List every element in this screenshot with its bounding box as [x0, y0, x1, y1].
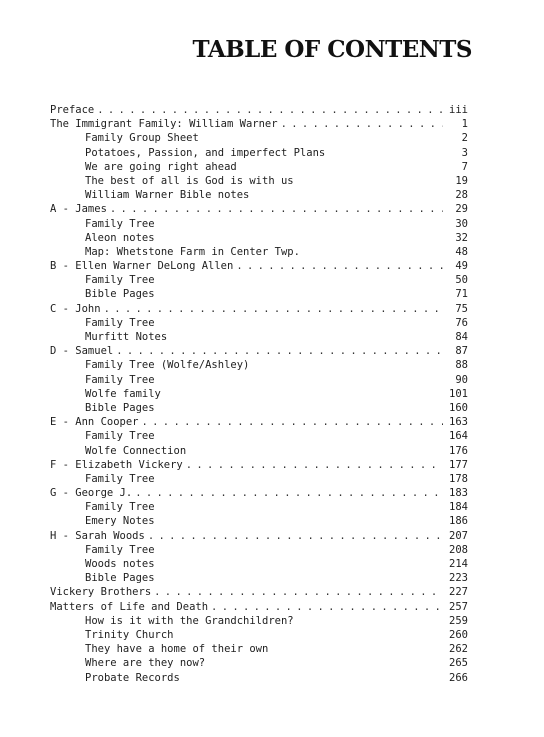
toc-page-number: 160: [449, 401, 468, 414]
toc-page-number: 214: [449, 558, 468, 570]
toc-entry-label: F - Elizabeth Vickery: [50, 458, 183, 471]
toc-subentry: [50, 174, 468, 188]
toc-entry-label: Family Tree: [85, 472, 155, 485]
toc-page-number: 183: [449, 487, 468, 500]
dot-leader: [97, 103, 443, 117]
toc-entry: [50, 202, 468, 216]
toc-entry-label: Preface: [50, 104, 95, 116]
toc-subentry: [50, 671, 468, 685]
toc-entry-label: Murfitt Notes: [85, 331, 168, 343]
toc-subentry: [50, 146, 468, 160]
toc-page-number: 260: [449, 628, 468, 641]
dot-leader: [148, 529, 443, 543]
dot-leader: [154, 585, 443, 599]
toc-page-number: 84: [455, 331, 468, 343]
toc-page-number: 257: [449, 600, 468, 613]
toc-subentry: [50, 131, 468, 145]
toc-page-number: 262: [449, 643, 468, 656]
toc-page-number: 2: [461, 132, 468, 145]
toc-subentry: [50, 160, 468, 174]
toc-page-number: 265: [449, 657, 468, 670]
toc-entry-label: They have a home of their own: [85, 643, 269, 656]
dot-leader: [281, 117, 443, 131]
toc-subentry: [50, 500, 468, 514]
toc-page-number: 184: [449, 501, 468, 514]
toc-entry-label: Matters of Life and Death: [50, 600, 209, 613]
toc-page-number: 50: [455, 274, 468, 287]
toc-entry-label: Family Tree: [85, 430, 155, 443]
toc-page-number: 3: [461, 146, 468, 159]
toc-page-number: 266: [449, 671, 468, 684]
dot-leader: [110, 202, 443, 216]
toc-page-number: 29: [455, 203, 468, 216]
toc-page-number: 164: [449, 430, 468, 443]
toc-entry-label: Family Tree: [85, 316, 155, 329]
toc-subentry: [50, 217, 468, 231]
toc-page-number: 30: [455, 217, 468, 230]
toc-page-number: 177: [449, 458, 468, 471]
toc-page-number: 101: [449, 387, 468, 400]
toc-entry-label: H - Sarah Woods: [50, 529, 145, 542]
toc-entry-label: Vickery Brothers: [50, 586, 152, 599]
toc-entry-label: A - James: [50, 203, 107, 216]
toc-subentry: [50, 231, 468, 245]
toc-subentry: [50, 514, 468, 528]
toc-page-number: 208: [449, 543, 468, 556]
toc-page-number: 90: [455, 373, 468, 386]
toc-page-number: 75: [455, 302, 468, 315]
toc-page-number: 88: [455, 359, 468, 372]
toc-entry-label: C - John: [50, 302, 101, 315]
toc-entry-label: Bible Pages: [85, 401, 155, 414]
toc-entry: [50, 344, 468, 358]
toc-subentry: [50, 316, 468, 330]
toc-subentry: [50, 358, 468, 372]
toc-entry-label: Potatoes, Passion, and imperfect Plans: [85, 146, 326, 159]
toc-page-number: 1: [461, 118, 468, 131]
toc-subentry: [50, 373, 468, 387]
toc-entry: [50, 259, 468, 273]
toc-subentry: [50, 444, 468, 458]
toc-entry-label: Trinity Church: [85, 628, 174, 641]
toc-page-number: 32: [455, 231, 468, 244]
toc-page-number: 7: [461, 160, 468, 173]
toc-subentry: [50, 614, 468, 628]
toc-entry: [50, 103, 468, 117]
toc-subentry: [50, 273, 468, 287]
toc-page-number: 76: [455, 316, 468, 329]
toc-subentry: [50, 557, 468, 571]
toc-page-number: iii: [449, 104, 468, 116]
toc-entry-label: The Immigrant Family: William Warner: [50, 118, 278, 131]
toc-subentry: [50, 656, 468, 670]
toc-entry-label: Map: Whetstone Farm in Center Twp.: [85, 245, 300, 258]
toc-page-number: 48: [455, 245, 468, 258]
toc-entry-label: Woods notes: [85, 558, 155, 570]
toc-entry: [50, 117, 468, 131]
toc-entry-label: Family Tree: [85, 373, 155, 386]
dot-leader: [135, 486, 443, 500]
toc-page-number: 227: [449, 586, 468, 599]
toc-entry-label: We are going right ahead: [85, 160, 237, 173]
table-of-contents: [50, 103, 468, 685]
toc-entry-label: B - Ellen Warner DeLong Allen: [50, 260, 234, 273]
toc-entry-label: The best of all is God is with us: [85, 174, 294, 187]
toc-subentry: [50, 628, 468, 642]
toc-entry-label: Emery Notes: [85, 515, 155, 528]
toc-subentry: [50, 571, 468, 585]
toc-subentry: [50, 387, 468, 401]
toc-entry-label: Wolfe family: [85, 387, 161, 400]
page-title: TABLE OF CONTENTS: [192, 36, 472, 63]
dot-leader: [104, 302, 443, 316]
toc-entry-label: Wolfe Connection: [85, 444, 187, 457]
toc-entry: [50, 585, 468, 599]
toc-entry-label: Family Tree: [85, 501, 155, 514]
toc-entry-label: Family Tree (Wolfe/Ashley): [85, 359, 250, 372]
dot-leader: [236, 259, 443, 273]
toc-entry-label: E - Ann Cooper: [50, 416, 139, 429]
dot-leader: [142, 415, 443, 429]
toc-entry-label: William Warner Bible notes: [85, 189, 250, 202]
toc-subentry: [50, 472, 468, 486]
toc-page-number: 28: [455, 189, 468, 202]
toc-entry-label: Family Tree: [85, 274, 155, 287]
toc-entry: [50, 486, 468, 500]
toc-entry-label: Bible Pages: [85, 572, 155, 585]
toc-page-number: 19: [455, 174, 468, 187]
toc-entry: [50, 529, 468, 543]
toc-subentry: [50, 401, 468, 415]
toc-entry: [50, 458, 468, 472]
toc-page-number: 223: [449, 572, 468, 585]
toc-subentry: [50, 543, 468, 557]
toc-entry-label: Family Tree: [85, 217, 155, 230]
toc-page-number: 207: [449, 529, 468, 542]
toc-page-number: 87: [455, 345, 468, 358]
toc-entry-label: G - George J.: [50, 487, 133, 500]
toc-page-number: 186: [449, 515, 468, 528]
toc-page-number: 163: [449, 416, 468, 429]
toc-page-number: 49: [455, 260, 468, 273]
toc-entry-label: Family Group Sheet: [85, 132, 199, 145]
toc-entry-label: Where are they now?: [85, 657, 206, 670]
toc-page-number: 176: [449, 444, 468, 457]
toc-subentry: [50, 642, 468, 656]
toc-entry-label: Probate Records: [85, 671, 180, 684]
toc-subentry: [50, 245, 468, 259]
dot-leader: [116, 344, 443, 358]
toc-entry: [50, 600, 468, 614]
toc-entry-label: Bible Pages: [85, 288, 155, 301]
toc-page-number: 259: [449, 614, 468, 627]
toc-subentry: [50, 188, 468, 202]
toc-entry-label: Aleon notes: [85, 231, 155, 244]
toc-subentry: [50, 287, 468, 301]
toc-page-number: 178: [449, 472, 468, 485]
dot-leader: [211, 600, 443, 614]
toc-entry-label: D - Samuel: [50, 345, 114, 358]
dot-leader: [186, 458, 443, 472]
toc-subentry: [50, 330, 468, 344]
toc-page-number: 71: [455, 288, 468, 301]
toc-entry-label: Family Tree: [85, 543, 155, 556]
toc-subentry: [50, 429, 468, 443]
toc-entry: [50, 415, 468, 429]
toc-entry: [50, 302, 468, 316]
toc-entry-label: How is it with the Grandchildren?: [85, 614, 294, 627]
